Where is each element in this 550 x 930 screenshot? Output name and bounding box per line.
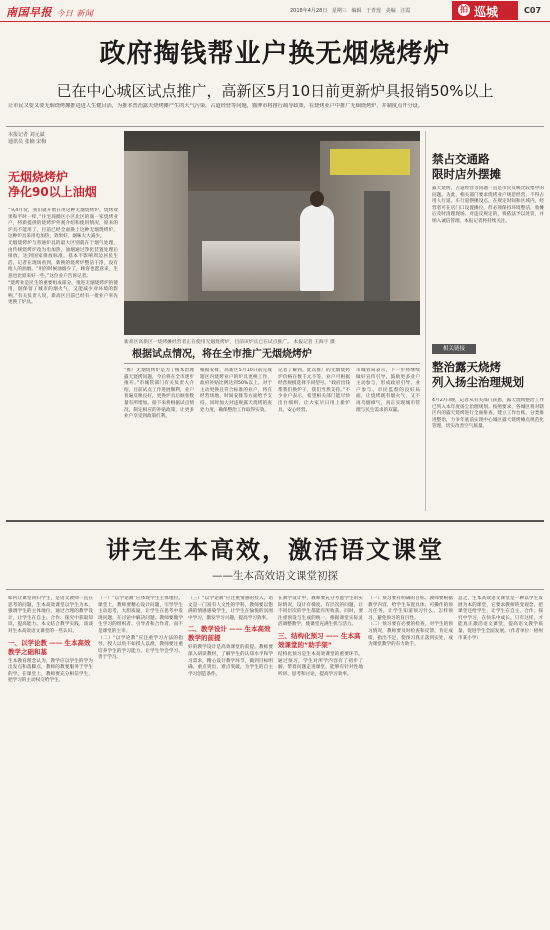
article-column-1: “从4月份，我们就开始在用这种无烟烧烤炉，烧烤效果和平时一样，”住宅商圈区小区北区的商一家烧烤业户，将新提供的烧烤炉外观介绍和使用情况，原来的炉具不能用了，目前已经全面换上这种无烟烧烤炉。这种炉具采用电加热，效果好，烟味大大减少。 无烟烧烤炉与普通炉具的最大区别就在于烟气处理，由传统烧烤炉改为电加热，油烟通过净化装置处理后排放，达到国家排放标准，基本不影响周边居民生活。记者在现场看到，新换的烧烤炉整洁干净，没有呛人的油烟。“用的时候油烟少了，顾客也愿意来，生意也比原来好一些。”这位业户告诉记者。 “烧烤业是民生的重要组成部分，推进无烟烧烤炉的使用，既保留了城市的烟火气，又能减少对环境的影响。”有关负责人说，新高区目前已经有一批业户率先更换了炉具。: [8, 208, 118, 306]
subheading-smokeless-grill: 无烟烧烤炉 净化90以上油烟: [8, 170, 97, 199]
inline-heading-1: 一、以学论教 —— 生本高效教学之础和基: [8, 638, 91, 656]
section-name: 巡城: [474, 5, 499, 19]
brand-name: 南国早报: [6, 6, 52, 19]
article-column-2: “推广无烟烧烤炉是为了根本治理露天烧烤问题，今后将在全市逐步推开。”市城管部门有关负责人介绍，目前试点工作进展顺利，业户普遍反映良好，更换炉具后顾客数量有所增加。接下来将根据试点情况，制定相应的补贴政策，让更多业户享受到政策红利。: [124, 368, 194, 420]
article-2-column-3: [188, 596, 273, 924]
lead-paragraph: 让市民又要又要无烟烧烤摊推进进人生健目活，为推本普治露天烧烤摊产生的大气污染，占道经营等问题，猫博市将推行疏导政策，在烧烤业户中推广无烟烧烤炉，并制度点开分设。: [8, 103, 424, 109]
camera-icon: 拍: [460, 5, 468, 14]
vendor-figure: [300, 205, 334, 291]
shop-sign: [330, 149, 410, 175]
article-2-column-2: （一）“以学论教”应体现学生主体地位。课堂上，教师要精心设计问题，引导学生主动思考，大胆质疑，让学生在思考中发现问题，在讨论中解决问题。教师要做学生学习的组织者、引导者和合作者，而不是课堂的主宰。 （二）“以学论教”应注重学习方法的指导。授人以鱼不如授人以渔，教师要注重培养学生的学习能力，让学生学会学习、善于学习。: [98, 596, 183, 661]
main-headline: 政府掏钱帮业户换无烟烧烤炉: [99, 39, 451, 69]
divider: [6, 589, 544, 590]
divider: [6, 520, 544, 522]
inline-heading-3: 三、结构化预习 —— 生本高效课堂的“助手架”: [278, 631, 361, 649]
dateline: 2018年4月28日 星期三 编辑 于青莲 美编 汪霞: [290, 8, 411, 14]
paragraph: 好的教学设计是高效课堂的前提。教师要深入研读教材，了解学生的认知水平和学习需求，精心设计教学环节，做到目标明确、重点突出、难点突破，为学生的自主学习创造条件。: [188, 645, 273, 677]
paragraph: 生本教育理念认为，教学应以学生的学为出发点和落脚点，教师的教要服务于学生的学。在课堂上，教师要充分相信学生，把学习的主动权交给学生。: [8, 658, 93, 684]
masthead: [0, 0, 550, 22]
article-2-column-5: （一）预习要有明确的目标。教师要根据教学内容，给学生布置具体、可操作的预习任务，让学生知道预习什么、怎样预习，避免预习的盲目性。 （二）预习要有必要的检查。对学生的预习情况，教师要及时检查和反馈，肯定成绩，指出不足，使预习真正落到实处，成为课堂教学的有力助手。: [368, 596, 453, 648]
related-links-tag: 相关链接: [432, 344, 476, 354]
article-column-4: 记者了解到，此次推广的无烟烧烤炉价格在数千元不等，业户可根据经营规模选择不同型号。“政府出钱帮我们换炉子，我们当然支持。”不少业户表示，希望相关部门能尽快出台细则，让大家早日用上新炉具，安心经营。: [278, 368, 350, 413]
divider: [425, 131, 426, 511]
section-tab: [452, 1, 518, 20]
news-photo: [124, 131, 420, 335]
paragraph: （三）“以学论教”应注重情感的投入。语文是一门富有人文性的学科，教师要以饱满的情感感染学生，让学生在愉悦的氛围中学习，激发学习兴趣，提高学习效率。: [188, 596, 273, 621]
paragraph: 结构化预习是生本高效课堂的重要环节。通过预习，学生对所学内容有了初步了解，带着问题走进课堂，能够有针对性地听讲、思考和讨论，提高学习效率。: [278, 651, 363, 677]
byline-intern: 通讯员 张楠 宋梅: [8, 139, 47, 145]
article-2-column-4: [278, 596, 363, 924]
page-number: C07: [524, 6, 542, 15]
newspaper-brand: [6, 4, 93, 20]
article-2-column-6: 总之，生本高效语文课堂是一种以学生发展为本的课堂，它要求教师转变观念，把课堂还给学生，让学生在自主、合作、探究中学习，在快乐中成长。只有这样，才能真正激活语文课堂，提高语文教学质量，促进学生全面发展。（作者单位：梧州市某小学）: [458, 596, 543, 641]
main-subheadline: 已在中心城区试点推广，高新区5月10日前更新炉具报销50%以上: [56, 82, 494, 100]
article-2-headline: 讲完生本高效，激活语文课堂: [106, 535, 444, 564]
side-story-2-body: 4月27日晚，记者从有关部门获悉，露天烧烤整治工作已列入本年度扬尘治理规划。按照要求，各城区将对辖区内的露天烧烤进行全面排查，建立工作台账，分类推进整治，力争年底前实现中心城区露天烧烤摊点规范化管理，切实改善空气质量。: [432, 398, 544, 430]
article-column-3: 根据安排，高新区5月10日前完成辖区内烧烤业户的炉具更换工作，政府补贴比例达到50%以上。对于主动更换且符合标准的业户，将在经营场地、时间安排等方面给予支持，同时加大对违规露天烧烤的查处力度，确保整治工作取得实效。: [200, 368, 272, 413]
divider: [124, 363, 420, 364]
side-story-2-title: 整治露天烧烤 列入扬尘治理规划: [432, 360, 524, 389]
paragraph: 如何让课堂回归学生，是语文教师一直在思考的问题。生本高效课堂以学生为本，强调学生的主体地位，通过合理的教学设计，让学生在自主、合作、探究中获取知识，提高能力。本文结合教学实践，谈谈对生本高效语文课堂的一些认识。: [8, 596, 93, 634]
divider: [6, 126, 544, 127]
photo-caption: 新高区高新区一烧烤摊经营者正在使用无烟烧烤炉，目前该炉具已在试点推广。 本报记者 王海宇 摄: [124, 340, 335, 345]
brand-sub: 今日 新闻: [56, 9, 94, 18]
byline: [8, 132, 118, 146]
paragraph: 在教学设计中，教师要充分考虑学生的实际情况，设计有梯度、有层次的问题，让不同层次的学生都能有所收获。同时，要注重预设与生成的统一，根据课堂实际灵活调整教学，使课堂充满生机与活力。: [278, 596, 363, 628]
side-story-1-body: 露天烧烤、占道经营等问题一直是市民反映比较集中的问题。为此，相关部门要求烧烤业户规范经营，不得占用人行道、车行道摆摊设点。在规定时间和区域内，经营者可在店门口设置摊位，但必须保持环境整洁，收摊后及时清理现场。对违反规定的，将依法予以处罚，并纳入诚信管理。本报记者将持续关注。: [432, 186, 544, 224]
article-column-5: 市城管局表示，下一步将继续做好宣传引导，鼓励更多业户主动参与，形成政府引导、业户参与、市民监督的良好局面，让烧烤既有烟火气，又不再乌烟瘴气，真正实现城市管理与民生需求的双赢。: [356, 368, 420, 413]
subheading-citywide: 根据试点情况，将在全市推广无烟烧烤炉: [132, 349, 312, 360]
inline-heading-2: 二、教学设计 —— 生本高效教学的前提: [188, 625, 271, 643]
side-story-1-title: 禁占交通路 限时店外摆摊: [432, 152, 501, 181]
byline-reporter: 本报记者 刘元斌: [8, 132, 45, 138]
article-2-subheadline: ——生本高效语文课堂初探: [212, 570, 338, 582]
article-2-column-1: [8, 596, 93, 924]
